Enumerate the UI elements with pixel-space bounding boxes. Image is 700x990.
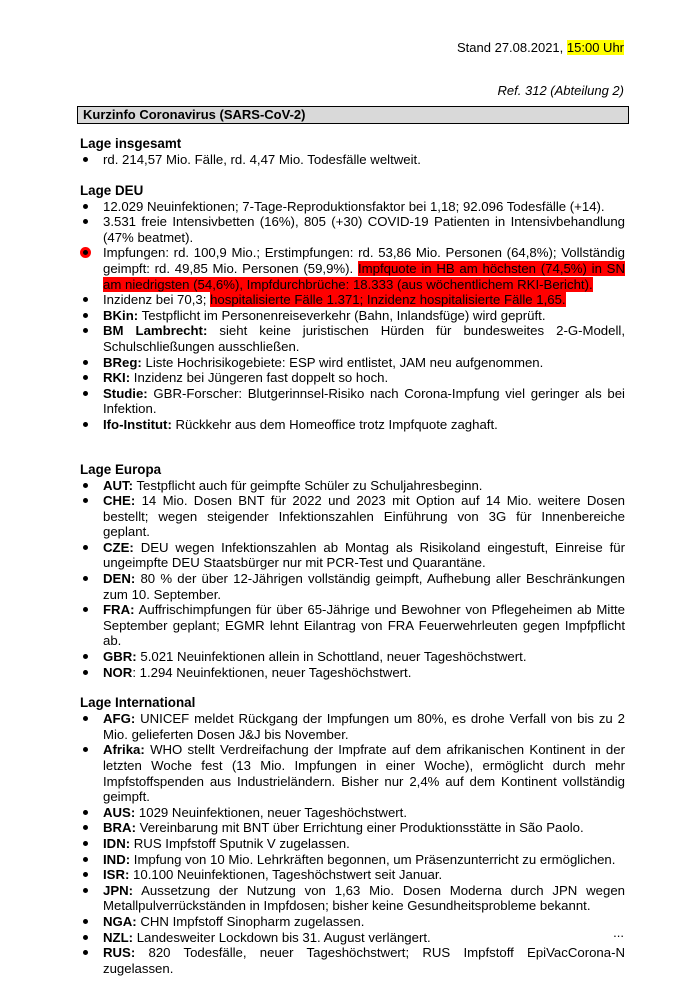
item-label: FRA: [103, 602, 135, 618]
item-label: IDN: [103, 835, 131, 851]
item-label: ISR: [103, 867, 130, 883]
list-item [80, 883, 625, 914]
item-text: DEU wegen Infektionszahlen ab Montag als Risikoland eingestuft, Einreise für ungeimpfte DEU Staatsbürger nur mit PCR-Test und Quarantäne. [103, 539, 625, 571]
list-item [80, 867, 625, 883]
list-item [80, 245, 625, 292]
item-text: Impfungen: rd. 100,9 Mio.; Erstimpfungen: rd. 53,86 Mio. Personen (64,8%); Vollständig geimpft: rd. 49,85 Mio. Personen (59,9%). [103, 245, 625, 276]
item-label: AUS: [103, 804, 136, 820]
item-label: Studie: [103, 385, 148, 401]
item-text: 10.100 Neuinfektionen, Tageshöchstwert seit Januar. [133, 867, 443, 883]
section-lage-insgesamt [80, 135, 625, 168]
list-item: 3.531 freie Intensivbetten (16%), 805 (+30) COVID-19 Patienten in Intensivbehandlung (47% beatmet). [80, 214, 625, 245]
list-item: 12.029 Neuinfektionen; 7-Tage-Reproduktionsfaktor bei 1,18; 92.096 Todesfälle (+14). [80, 199, 625, 215]
item-label: BRA: [103, 820, 136, 836]
list-item [80, 930, 625, 946]
item-text: Testpflicht auch für geimpfte Schüler zu Schuljahresbeginn. [136, 477, 483, 493]
item-text: WHO stellt Verdreifachung der Impfrate auf dem afrikanischen Kontinent in der letzten Woche fest (13 Mio. Impfungen in einer Woche), ermöglicht durch mehr Impfstoffspenden aus Industrieländern. Bisher nur 2,4% auf dem Kontinent vollständig geimpft. [103, 742, 625, 805]
section-lage-deu [80, 182, 625, 433]
section-heading: Lage insgesamt [80, 136, 182, 151]
list-item: rd. 214,57 Mio. Fälle, rd. 4,47 Mio. Todesfälle weltweit. [80, 152, 625, 168]
item-text: Rückkehr aus dem Homeoffice trotz Impfquote zaghaft. [175, 416, 498, 432]
section-lage-international [80, 694, 625, 976]
item-text: CHN Impfstoff Sinopharm zugelassen. [140, 913, 365, 929]
list-item [80, 493, 625, 540]
reference-line: Ref. 312 (Abteilung 2) [497, 83, 624, 98]
bullet-list [80, 711, 625, 976]
list-item [80, 711, 625, 742]
item-text: Vereinbarung mit BNT über Errichtung einer Produktionsstätte in São Paolo. [139, 820, 584, 836]
list-item [80, 540, 625, 571]
stand-time-highlight: 15:00 Uhr [566, 40, 624, 55]
item-label: DEN: [103, 571, 136, 587]
item-text: 5.021 Neuinfektionen allein in Schottland, neuer Tageshöchstwert. [140, 649, 527, 665]
list-item [80, 852, 625, 868]
section-heading: Lage Europa [80, 461, 162, 477]
item-text: 80 % der über 12-Jährigen vollständig geimpft, Aufhebung aller Beschränkungen zum 10. September. [103, 571, 625, 602]
item-label: NGA: [103, 913, 137, 929]
item-label: BM Lambrecht: [103, 323, 208, 339]
list-item [80, 417, 625, 433]
item-label: NZL: [103, 929, 134, 945]
list-item [80, 820, 625, 836]
item-label: RKI: [103, 370, 131, 386]
item-label: AFG: [103, 711, 136, 727]
item-label: RUS: [103, 945, 136, 961]
section-heading: Lage DEU [80, 182, 144, 198]
bullet-list [80, 478, 625, 681]
list-item [80, 665, 625, 681]
list-item [80, 602, 625, 649]
item-text: Inzidenz bei 70,3; [103, 292, 207, 308]
item-text: Auffrischimpfungen für über 65-Jährige und Bewohner von Pflegeheimen ab Mitte September geplant; EGMR lehnt Eilantrag von FRA Feuerwehrleuten gegen Impfpflicht ab. [103, 602, 626, 649]
item-label: GBR: [103, 649, 137, 665]
list-item [80, 370, 625, 386]
bullet-list [80, 199, 625, 433]
list-item [80, 571, 625, 602]
item-text: Aussetzung der Nutzung von 1,63 Mio. Dosen Moderna durch JPN wegen Metallpulverrückständen in Impfdosen; bisher keine Gesundheitsprobleme bekannt. [103, 882, 625, 914]
list-item [80, 945, 625, 976]
item-label: IND: [103, 851, 131, 867]
red-highlight-text: hospitalisierte Fälle 1.371; Inzidenz hospitalisierte Fälle 1,65. [210, 292, 566, 308]
list-item [80, 478, 625, 494]
list-item [80, 386, 625, 417]
item-label: BKin: [103, 307, 139, 323]
list-item [80, 308, 625, 324]
list-item [80, 649, 625, 665]
bullet-list [80, 152, 625, 168]
item-label: AUT: [103, 477, 134, 493]
list-item [80, 914, 625, 930]
list-item [80, 323, 625, 354]
section-heading: Lage International [80, 695, 196, 711]
item-label: Ifo-Institut: [103, 416, 172, 432]
item-label: Afrika: [103, 742, 145, 758]
item-label: CZE: [103, 539, 134, 555]
red-highlight-text: Impfquote in HB am höchsten (74,5%) in SN am niedrigsten (54,6%), Impfdurchbrüche: 18.333 (aus wöchentlichem RKI-Bericht). [103, 260, 625, 292]
item-text: 820 Todesfälle, neuer Tageshöchstwert; RUS Impfstoff EpiVacCorona-N zugelassen. [103, 945, 626, 976]
item-label: JPN: [103, 882, 134, 898]
item-text: Liste Hochrisikogebiete: ESP wird entlistet, JAM neu aufgenommen. [145, 354, 544, 370]
stand-date: Stand 27.08.2021, [457, 40, 564, 55]
item-text: Landesweiter Lockdown bis 31. August verlängert. [136, 929, 431, 945]
item-label: BReg: [103, 354, 142, 370]
item-text: sieht keine juristischen Hürden für bundesweites 2-G-Modell, Schulschließungen ausschließen. [103, 323, 625, 354]
item-text: RUS Impfstoff Sputnik V zugelassen. [133, 835, 350, 851]
list-item [80, 836, 625, 852]
list-item [80, 742, 625, 804]
stand-line [457, 40, 624, 55]
item-text: : 1.294 Neuinfektionen, neuer Tageshöchstwert. [132, 664, 412, 680]
list-item [80, 292, 625, 308]
item-text: UNICEF meldet Rückgang der Impfungen um 80%, es drohe Verfall von bis zu 2 Mio. gelieferten Dosen J&J bis November. [103, 711, 625, 742]
section-lage-europa [80, 461, 625, 681]
item-text: Impfung von 10 Mio. Lehrkräften begonnen, um Präsenzunterricht zu ermöglichen. [133, 851, 616, 867]
document-body [80, 135, 625, 976]
list-item [80, 805, 625, 821]
continuation-marker: ... [613, 925, 624, 940]
item-text: Testpflicht im Personenreiseverkehr (Bahn, Inlandsfüge) wird geprüft. [141, 307, 546, 323]
item-text: 1029 Neuinfektionen, neuer Tageshöchstwert. [138, 804, 408, 820]
item-text: Inzidenz bei Jüngeren fast doppelt so hoch. [133, 370, 389, 386]
item-text: GBR-Forscher: Blutgerinnsel-Risiko nach Corona-Impfung viel geringer als bei Infektion. [103, 385, 625, 417]
item-text: 14 Mio. Dosen BNT für 2022 und 2023 mit Option auf 14 Mio. weitere Dosen bestellt; wegen steigender Infektionszahlen Einführung von 3G für Innenbereiche geplant. [103, 493, 625, 540]
item-label: CHE: [103, 493, 136, 509]
item-label: NOR [103, 664, 133, 680]
document-title: Kurzinfo Coronavirus (SARS-CoV-2) [77, 106, 629, 124]
list-item [80, 355, 625, 371]
